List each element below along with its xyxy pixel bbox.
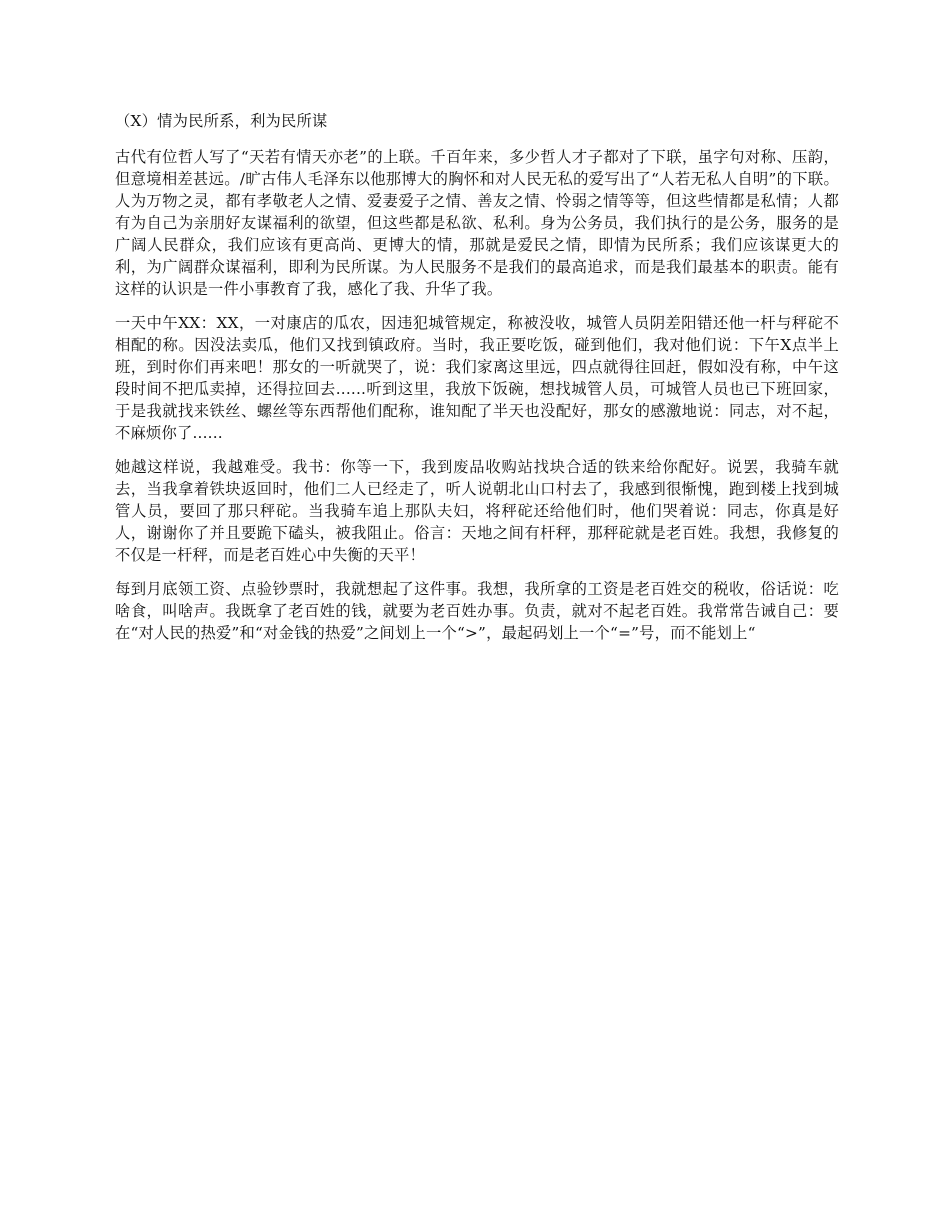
paragraph-1: 古代有位哲人写了“天若有情天亦老”的上联。千百年来，多少哲人才子都对了下联，虽字句对称、压韵，但意境相差甚远。/旷古伟人毛泽东以他那博大的胸怀和对人民无私的爱写出了“人若无私人自明”的下联。人为万物之灵，都有孝敬老人之情、爱妻爱子之情、善友之情、怜弱之情等等，但这些情都是私情；人都有为自己为亲朋好友谋福利的欲望，但这些都是私欲、私利。身为公务员，我们执行的是公务，服务的是广阔人民群众，我们应该有更高尚、更博大的情，那就是爱民之情，即情为民所系；我们应该谋更大的利，为广阔群众谋福利，即利为民所谋。为人民服务不是我们的最高追求，而是我们最基本的职责。能有这样的认识是一件小事教育了我，感化了我、升华了我。 bbox=[115, 148, 839, 298]
paragraph-3: 她越这样说，我越难受。我书：你等一下，我到废品收购站找块合适的铁来给你配好。说罢，我骑车就去，当我拿着铁块返回时，他们二人已经走了，听人说朝北山口村去了，我感到很惭愧，跑到楼上找到城管人员，要回了那只秤砣。当我骑车追上那队夫妇，将秤砣还给他们时，他们哭着说：同志，你真是好人，谢谢你了并且要跪下磕头，被我阻止。俗言：天地之间有杆秤，那秤砣就是老百姓。我想，我修复的不仅是一杆秤，而是老百姓心中失衡的天平！ bbox=[115, 458, 839, 564]
paragraph-4: 每到月底领工资、点验钞票时，我就想起了这件事。我想，我所拿的工资是老百姓交的税收，俗话说：吃啥食，叫啥声。我既拿了老百姓的钱，就要为老百姓办事。负责，就对不起老百姓。我常常告诫自己：要在“对人民的热爱”和“对金钱的热爱”之间划上一个“>”，最起码划上一个“=”号，而不能划上“ bbox=[115, 580, 839, 642]
document-page bbox=[115, 110, 839, 656]
paragraph-2: 一天中午XX：XX，一对康店的瓜农，因违犯城管规定，称被没收，城管人员阴差阳错还他一杆与秤砣不相配的称。因没法卖瓜，他们又找到镇政府。当时，我正要吃饭，碰到他们，我对他们说：下午X点半上班，到时你们再来吧！那女的一听就哭了，说：我们家离这里远，四点就得往回赶，假如没有称，中午这段时间不把瓜卖掉，还得拉回去......听到这里，我放下饭碗，想找城管人员，可城管人员也已下班回家，于是我就找来铁丝、螺丝等东西帮他们配称，谁知配了半天也没配好，那女的感激地说：同志，对不起，不麻烦你了...... bbox=[115, 314, 839, 442]
document-title: （X）情为民所系，利为民所谋 bbox=[115, 112, 328, 130]
